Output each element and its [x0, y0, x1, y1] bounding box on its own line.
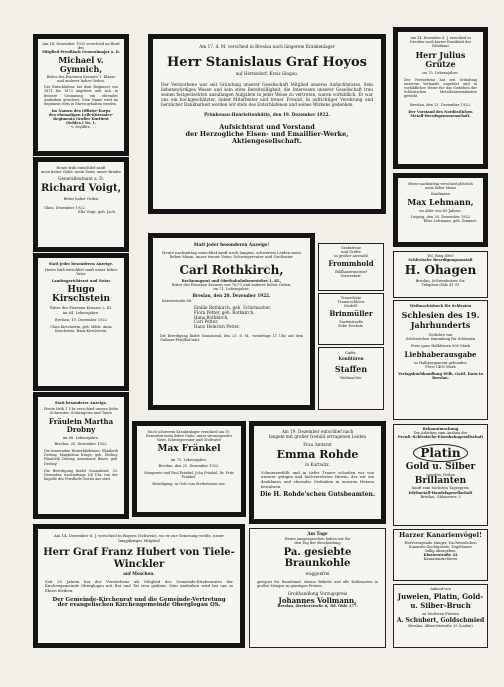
weihnachtsbuch-title: Schlesien des 19. Jahrhunderts [401, 310, 480, 330]
voigt-notice [33, 157, 129, 252]
platin-name: Platin [413, 444, 467, 462]
rohde-line4: in Kurtwitz. [305, 462, 330, 468]
staffen-line3: Staffen [334, 363, 368, 374]
platin-name3: Brillanten [414, 475, 467, 486]
juwelen-name: Juwelen, Platin, Gold- u. Silber-Bruch [397, 592, 484, 610]
rothkirch-head: Statt jeder besonderen Anzeige! [193, 242, 270, 247]
braunkohle-firm2: Johannes Vollmann, [278, 595, 357, 605]
hoyos-body: Der Verstorbene war seit Gründung unserer Gesellschaft Mitglied unseres Aufsichtsrates. Sein liebenswürdiges Wesen und sein stete Bereitwilligkeit, die Interessen unserer Gesellschaft treu seinen festgesteckten anzufangen Aufgaben in jeder Weise zu vertreten, waren vorbildlich. Er war uns ein hochgeschätzter, lieber Mitarbeiter und treuer Freund. In aufrichtiger Verehrung und herzlicher Dankbarkeit werden wir stets des Entschlafenen und seines Wirkens gedenken. [161, 82, 373, 108]
gruetze-name: Herr Julius Grütze [415, 50, 466, 69]
lehmann-place: Leipzig, den 20. Dezember 1922 [410, 214, 471, 219]
braunkohle-addr: Breslau, Zieckerstraße 6, Tel. Ohle 177. [277, 604, 358, 609]
gymnich-sign2: des ehemaligen Leib-Kürassier- [49, 112, 113, 117]
tiele-body: Seit 20 Jahren hat der Verstorbene als Mitglied des Gemeinde-Kirchenrates der Kirchengemeinde Oberglogau mit Rat und Tat treu gedient. Sein Andenken wird bei uns in Ehren bleiben. [45, 578, 233, 594]
frommhold-line3: in großer Auswahl [334, 254, 368, 259]
staffen-line4: Weihnachts- [339, 376, 363, 381]
braunkohle-firm1: Großhandlung Vorzugspreis [287, 591, 348, 597]
gruetze-notice [393, 27, 488, 169]
weihnachtsbuch-line4: in Halbpergament gebunden [414, 361, 467, 366]
fraenkel-line1: Nach schwerem Krankenlager verschied am 19. Dezember mein lieber Gatte, unser treusorgender Vater, Schwiegervater und Großvater [145, 430, 233, 443]
ohagen-name: H. Ohagen [404, 263, 477, 278]
gruetze-place: Breslau, den 21. Dezember 1922. [410, 102, 471, 107]
fraenkel-foot: Beerdigung: in Oels vom Sterbehause aus. [152, 482, 226, 487]
voigt-name: Richard Voigt, [40, 183, 122, 195]
brinmueller-name: Brinmüller [329, 309, 373, 319]
frommhold-line4: Bildhauermeister [335, 269, 367, 274]
braunkohle-head: Am Tage [307, 531, 328, 536]
tiele-line1: Am 14. Dezember d. J. verschied in Bayern (Schweiz), wo er zur Genesung weilte, unser langjähriges Mitglied [54, 533, 224, 543]
brinmueller-line4: Gartenstraße [338, 319, 364, 324]
gymnich-name: Michael v. Gymnich, [58, 55, 104, 74]
drobny-names: Die trauernden Hinterbliebenen: Elisabeth Drobny, Magdalena Kruge, geb. Drobny, Elisabeth Drobny, Annemarie Bauer, geb. Drobny. [44, 449, 118, 466]
platin-line3: Preuß.-Schlesische-Eisenbahngesellschaft [397, 435, 484, 440]
gymnich-sign5: v. Seydlitz. [71, 125, 91, 130]
gymnich-sign4: (Schles.) Nr. 1. [65, 121, 97, 126]
rohde-sign: Die H. Rohde'schen Gutsbeamten. [259, 491, 376, 499]
frommhold-ad [318, 243, 384, 291]
brinmueller-line2: Trauerschleier [337, 300, 365, 305]
gruetze-body: Der Verstorbene hat seit Gründung unserem Verbande angehört und in vorbildlicher Weise für das Gedeihen der Schlesischen Metallwarenindustrie gewirkt. [404, 78, 477, 99]
rohde-line1: Am 19. Dezember entschlief nach [281, 429, 354, 434]
tiele-sign1: Der Gemeinde-Kirchenrat und die Gemeinde-Vertretung [52, 596, 226, 603]
juwelen-line2: zu höchsten Preisen [422, 611, 459, 616]
platin-name2: Gold u. Silber [405, 462, 476, 473]
frommhold-line1: Grabsteine [340, 246, 362, 250]
lehmann-notice [393, 173, 488, 247]
rothkirch-line3: im 71. Lebensjahre. [213, 286, 250, 291]
gymnich-line2: Mitglied Preußisch Generalmajor a. D. [42, 50, 120, 55]
rothkirch-line1: Rechnungsrat und Oberbahnhofsvorsteher 1. Kl., [181, 278, 282, 283]
kanarien-line1: Hervorragende Sänger, Zuchtweibchen [404, 540, 477, 545]
rothkirch-intro: Heute nachmittag entschlief sanft nach langem, schwerem Leiden mein lieber Mann, unser treuer Vater, Schwiegervater und Großvater [162, 249, 301, 260]
kanarien-line2: Kanarien-Zuchtgeräte, Vogelbauer [408, 544, 473, 549]
gruetze-sign1: Der Vorstand des Nordöstlichen [408, 109, 473, 114]
kanarien-ad [393, 529, 488, 581]
gymnich-line1: Am 18. Dezember 1922 verschied an Bord des [42, 42, 120, 51]
weihnachtsbuch-ad [393, 300, 488, 420]
gruetze-line2: im 75. Lebensjahre. [422, 71, 459, 76]
platin-line1: Bekanntmachung [422, 427, 459, 431]
juwelen-firm: A. Schubert, Goldschmied [396, 617, 485, 625]
braunkohle-ad [249, 528, 386, 648]
staffen-line2: Konfitüren [338, 356, 364, 362]
hoyos-place-date: Primkenau-Henriettenhütte, den 19. Dezember 1922. [204, 112, 330, 118]
rothkirch-line2: Ritter des Eisernen Kreuzes von 70/71 und anderer hoher Orden, [171, 282, 292, 287]
kirschstein-notice [33, 253, 129, 391]
frommhold-line5: Vorwerkstr. [340, 273, 362, 278]
kirschstein-place: Breslau, 19. Dezember 1922 [55, 317, 107, 322]
gymnich-sign1: Im Namen des Offizier-Korps [51, 108, 111, 113]
juwelen-addr: Breslau, Albrechtstraße 25 (Laden) [408, 624, 473, 629]
rothkirch-addr: Kaiserstraße 68. [162, 298, 193, 303]
rohde-name: Emma Rohde [276, 448, 359, 462]
braunkohle-line3: waggonfrei [305, 571, 330, 577]
kanarien-line4: Klosterstraße 22 [423, 553, 458, 558]
fraenkel-place: Breslau, den 21. Dezember 1922. [158, 463, 220, 468]
kirschstein-line1: Heute früh entschlief sanft unser lieber Vater [44, 268, 118, 277]
rothkirch-name: Carl Rothkirch, [179, 262, 284, 277]
ohagen-line3: Breslau, Schweidnitzer Str. [415, 278, 466, 283]
tiele-line2: auf Moschen. [123, 571, 155, 577]
voigt-line1: Heute früh entschlief sanft [56, 166, 106, 170]
rohde-line2: langem mit großer Geduld ertragenen Leiden [268, 433, 367, 439]
kirschstein-line4: im 64. Lebensjahre. [62, 310, 100, 315]
drobny-line1: Heute früh 1 Uhr verschied unsere liebe Schwester, Schwägerin und Tante [44, 407, 118, 416]
gruetze-sign2: Metall-Berufsgenossenschaft. [410, 113, 471, 118]
kirschstein-line2: Landesgerichtsrat und Notar [51, 279, 111, 284]
gymnich-line3: Ritter des Eisernen Kreuzes 1. Klasse [46, 75, 116, 80]
voigt-place: Glatz, Dezember 1922. [44, 205, 86, 210]
rothkirch-name5: Hans Heinrich Petter. [194, 324, 241, 330]
ohagen-line1: Tel. Ring 4900 [427, 254, 454, 258]
tiele-notice [33, 524, 245, 648]
rothkirch-foot: Die Beerdigung findet Sonnabend, den 23. d. M., vormittags 11 Uhr, auf dem Gräbner-Friedhof statt. [160, 333, 303, 343]
frommhold-line2: und Grüfte [341, 250, 361, 255]
rohde-line3: Frau Amtsrat [303, 441, 332, 447]
weihnachtsbuch-line2: Schlesischen Sammlung für Schlesien [405, 337, 476, 342]
brinmueller-line5: Ecke Teichstr. [338, 323, 364, 328]
rothkirch-notice [148, 233, 315, 410]
weihnachtsbuch-line1: Gedichte von [428, 333, 453, 338]
fraenkel-notice [132, 421, 246, 517]
gymnich-line4: und anderer hoher Orden. [57, 79, 105, 84]
platin-line7: Breslau, Ohlauerstr. 3 [420, 494, 461, 499]
kanarien-line3: billig abzugeben [425, 549, 456, 554]
hoyos-sign3: Aktiengesellschaft. [232, 136, 302, 145]
platin-line2: Die Arbeiten zum Ausbau der [413, 431, 468, 436]
kirschstein-line3: Ritter des Eisernen Kreuzes 2. Kl. [50, 306, 112, 311]
weihnachtsbuch-line5: Preis 1400 Mark [425, 365, 456, 370]
hoyos-notice [148, 34, 386, 214]
drobny-line2: im 68. Lebensjahre. [62, 436, 100, 441]
hoyos-name: Herr Stanislaus Graf Hoyos [167, 54, 367, 70]
voigt-line3: Generalleutnant a. D. [58, 176, 104, 182]
weihnachtsbuch-line3: Preis ganz Halbleinen 800 Mark [411, 343, 470, 348]
rothkirch-name4: Carl Petter, [194, 319, 219, 325]
voigt-line4: Ritter hoher Orden [63, 196, 99, 201]
weihnachtsbuch-title2: Liebhaberausgabe [404, 349, 477, 359]
lehmann-name: Max Lehmann, [407, 197, 474, 208]
rothkirch-place: Breslau, den 20. Dezember 1922. [192, 292, 271, 298]
platin-line4: Juwelen, Perlen [426, 472, 455, 477]
braunkohle-body: geeignet für Hausbrand, ebenso Briketts und alle Kohlenarten in großen Mengen zu günstigen Preisen. [257, 579, 378, 588]
tiele-sign2: der evangelischen Kirchengemeinde Oberglogau OS. [57, 602, 221, 609]
fraenkel-names: Margarete und Paul Fränkel, John Fränkel, Dr. Fritz Fränkel. [144, 470, 234, 479]
braunkohle-line1: Heute ausgesprochen haben wir für [284, 536, 351, 541]
lehmann-sign: Elise Lehmann, geb. Zimmer. [423, 218, 477, 223]
tiele-name: Herr Graf Franz Hubert von Tiele-Winckler [43, 547, 235, 571]
platin-line6: Edelmetall-Handelsgesellschaft [408, 490, 473, 495]
platin-ad [393, 424, 488, 526]
voigt-sign: Ella Voigt, geb. Jach. [78, 209, 116, 214]
voigt-line2: mein lieber Gatte, mein Vater, unser Bruder [40, 170, 122, 175]
gymnich-notice [33, 34, 129, 156]
brinmueller-line1: Trauerhüte [340, 296, 362, 300]
juwelen-line1: Ankauf von [430, 587, 451, 591]
hoyos-sign2: der Herzogliche Eisen- und Emaillier-Werke, [185, 130, 349, 139]
kanarien-line5: Kanarienzüchterei [423, 557, 458, 562]
gymnich-body: Der Entschlafene hat dem Regiment von 1871 bis 1873 angehört und sich in bessere Gesinnung ein ehrendes Andenken gesichert. Sein Name wird im Regiment stets in Ehren gehalten werden. [44, 85, 118, 106]
lehmann-line3: im Alter von 65 Jahren. [419, 208, 462, 213]
hoyos-sign1: Aufsichtsrat und Vorstand [219, 123, 315, 132]
drobny-name: Fräulein Martha Drobny [48, 417, 114, 434]
hoyos-intro: Am 17. d. M. verschied in Breslau nach längerem Krankenlager [199, 44, 335, 49]
kirschstein-head: Statt jeder besonderen Anzeige. [48, 262, 114, 266]
kanarien-name: Harzer Kanarienvögel! [399, 531, 482, 539]
drobny-foot: Die Beerdigung findet Sonnabend, 23. Dezember, nachmittags 1/4 Uhr, von der Kapelle des Friedhofs Oswitz aus statt. [44, 468, 118, 481]
brinmueller-ad [318, 293, 384, 345]
frommhold-name: Frommhold [328, 259, 374, 269]
drobny-place: Breslau, 20. Dezember 1922. [54, 442, 108, 447]
juwelen-ad [393, 584, 488, 648]
gymnich-sign3: Regiments Großer Kurfürst [53, 117, 109, 122]
drobny-head: Statt besonderer Anzeige. [54, 401, 108, 405]
ohagen-line4: Telephon Ohle 41 93 [421, 282, 460, 287]
staffen-ad [318, 347, 384, 410]
weihnachtsbuch-head: Weihnachtsbuch für Schlesien [409, 304, 472, 308]
fraenkel-name: Max Fränkel [157, 444, 221, 455]
fraenkel-line2: im 75. Lebensjahre. [170, 457, 208, 462]
kirschstein-names: Clara Kirschstein, geb. Milde. Anna Kirschstein. Hans Kirschstein. [50, 324, 112, 333]
platin-line5: kauft zum höchsten Tagespreis [412, 486, 469, 491]
rothkirch-name2: Flora Petter, geb. Rothkirch, [194, 309, 255, 315]
drobny-notice [33, 392, 129, 519]
braunkohle-line2: den Tag der Bescheidung [294, 540, 341, 545]
ohagen-line2: Schlesische Beerdigungsanstalt [408, 258, 473, 263]
weihnachtsbuch-foot: Verlagsbuchhandlung Wilh. Gottl. Korn in Breslau. [398, 372, 483, 381]
rohde-body: Schmerzerfüllt und in tiefer Trauer scheiden wir von unserer gütigen und hochverehrten Herrin, der wir ein dankbares und ehrendes Gedenken in unseren Herzen bewahren. [261, 469, 374, 489]
hoyos-origin: auf Hermsdorf, Kreis Glogau. [235, 71, 299, 77]
brinmueller-line3: Modell- [344, 304, 358, 309]
gruetze-line1: Am 14. Dezember d. J. verschied in Dresden nach kurzer Krankheit der Fabrikant [409, 36, 472, 49]
staffen-line1: Cafés. [345, 351, 357, 355]
rothkirch-name3: Hans Rothkirch, [194, 314, 229, 320]
rothkirch-name1: Emilie Rothkirch, geb. Schirmacher, [194, 304, 272, 310]
ohagen-ad [393, 251, 488, 298]
lehmann-line2: Kaufmann [431, 192, 450, 197]
rohde-notice [249, 421, 386, 524]
lehmann-line1: Heute nachmittag verschied plötzlich mein lieber Mann [408, 182, 473, 191]
braunkohle-name: Pa. gesiebte Braunkohle [283, 547, 352, 569]
kirschstein-name: Hugo Kirschstein [52, 284, 110, 304]
